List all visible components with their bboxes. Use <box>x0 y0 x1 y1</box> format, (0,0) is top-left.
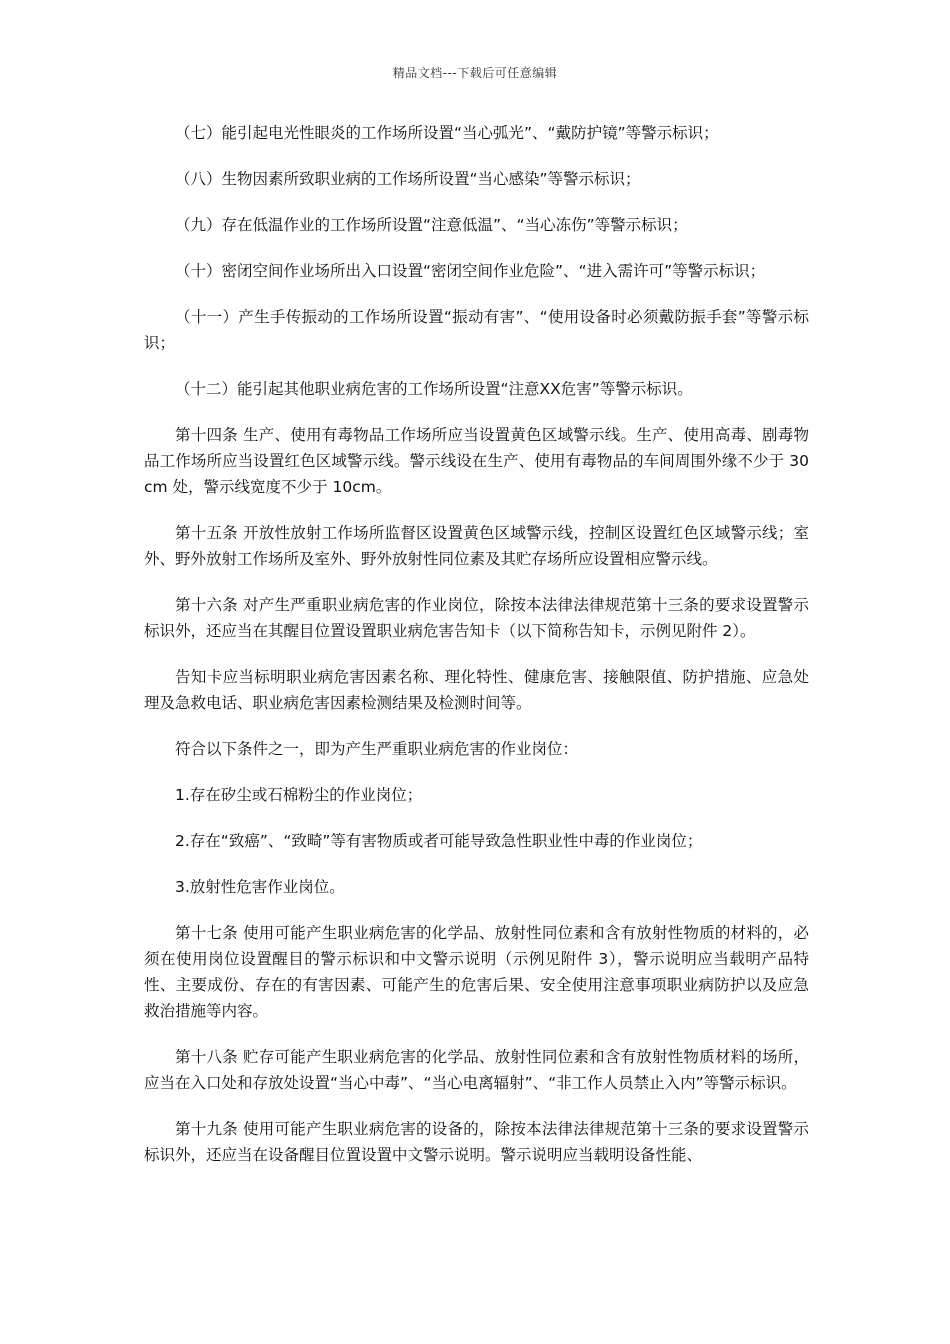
article-14: 第十四条 生产、使用有毒物品工作场所应当设置黄色区域警示线。生产、使用高毒、剧毒物品工作场所应当设置红色区域警示线。警示线设在生产、使用有毒物品的车间周围外缘不少于 30cm 处，警示线宽度不少于 10cm。 <box>144 426 809 496</box>
conditions-intro: 符合以下条件之一，即为产生严重职业病危害的作业岗位： <box>175 740 579 758</box>
paragraph-item-12: （十二）能引起其他职业病危害的工作场所设置“注意XX危害”等警示标识。 <box>175 380 693 398</box>
page-header: 精品文档---下载后可任意编辑 <box>392 66 558 80</box>
paragraph-item-9: （九）存在低温作业的工作场所设置“注意低温”、“当心冻伤”等警示标识； <box>175 216 688 234</box>
article-19: 第十九条 使用可能产生职业病危害的设备的，除按本法律法律规范第十三条的要求设置警示标识外，还应当在设备醒目位置设置中文警示说明。警示说明应当载明设备性能、 <box>144 1120 809 1164</box>
condition-1: 1.存在矽尘或石棉粉尘的作业岗位； <box>175 786 423 804</box>
condition-2: 2.存在“致癌”、“致畸”等有害物质或者可能导致急性职业性中毒的作业岗位； <box>175 832 703 850</box>
article-16: 第十六条 对产生严重职业病危害的作业岗位，除按本法律法律规范第十三条的要求设置警示标识外，还应当在其醒目位置设置职业病危害告知卡（以下简称告知卡，示例见附件 2）。 <box>144 596 809 640</box>
document-body <box>144 120 809 1188</box>
article-17: 第十七条 使用可能产生职业病危害的化学品、放射性同位素和含有放射性物质的材料的，必须在使用岗位设置醒目的警示标识和中文警示说明（示例见附件 3），警示说明应当载明产品特性、主要成份、存在的有害因素、可能产生的危害后果、安全使用注意事项职业病防护以及应急救治措施等内容。 <box>144 924 809 1020</box>
paragraph-item-8: （八）生物因素所致职业病的工作场所设置“当心感染”等警示标识； <box>175 170 641 188</box>
paragraph-item-10: （十）密闭空间作业场所出入口设置“密闭空间作业危险”、“进入需许可”等警示标识； <box>175 262 766 280</box>
notice-card-paragraph: 告知卡应当标明职业病危害因素名称、理化特性、健康危害、接触限值、防护措施、应急处理及急救电话、职业病危害因素检测结果及检测时间等。 <box>144 668 809 712</box>
condition-3: 3.放射性危害作业岗位。 <box>175 878 345 896</box>
paragraph-item-7: （七）能引起电光性眼炎的工作场所设置“当心弧光”、“戴防护镜”等警示标识； <box>175 124 719 142</box>
article-15: 第十五条 开放性放射工作场所监督区设置黄色区域警示线，控制区设置红色区域警示线；室外、野外放射工作场所及室外、野外放射性同位素及其贮存场所应设置相应警示线。 <box>144 524 809 568</box>
article-18: 第十八条 贮存可能产生职业病危害的化学品、放射性同位素和含有放射性物质材料的场所，应当在入口处和存放处设置“当心中毒”、“当心电离辐射”、“非工作人员禁止入内”等警示标识。 <box>144 1048 809 1092</box>
paragraph-item-11: （十一）产生手传振动的工作场所设置“振动有害”、“使用设备时必须戴防振手套”等警示标识； <box>144 308 809 352</box>
